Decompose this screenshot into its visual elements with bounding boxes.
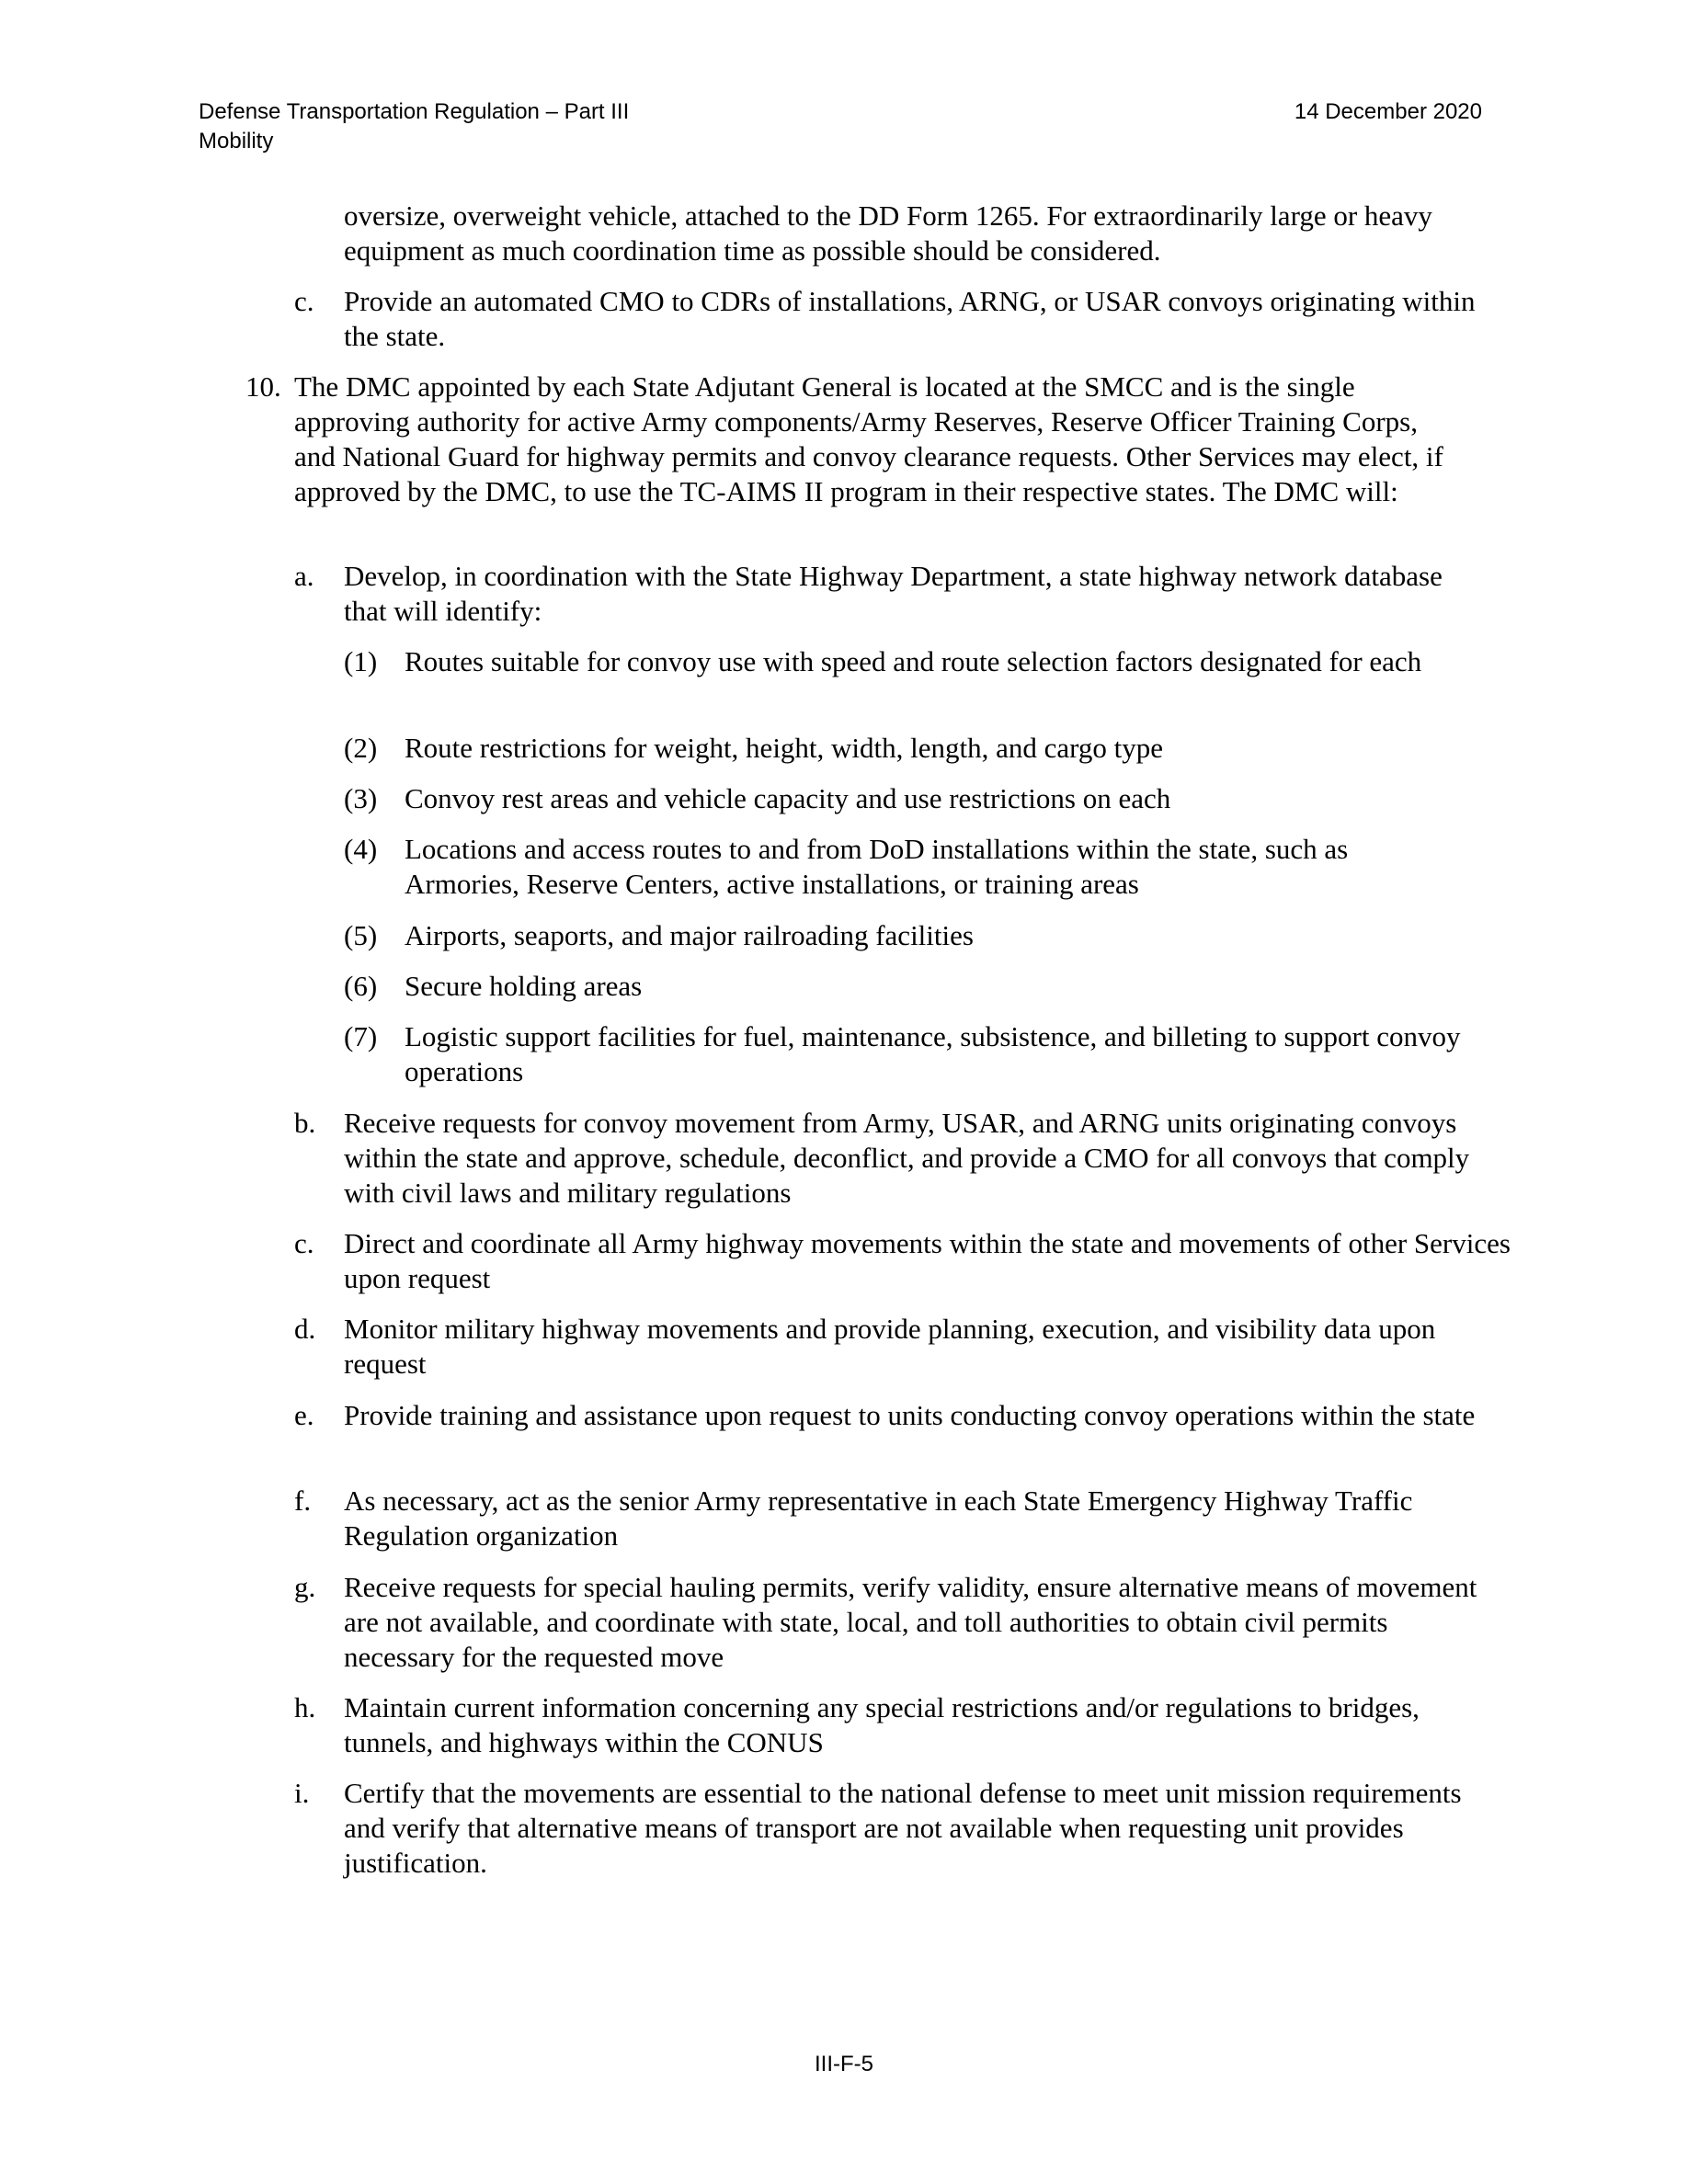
list-item-text: Receive requests for convoy movement from Army, USAR, and ARNG units originating convoys within the state and approve, schedule, deconflict, and provide a CMO for all convoys that comply with civil laws and military regulations (344, 1107, 1470, 1209)
list-item-marker: (5) (344, 919, 378, 951)
list-item-text: Provide training and assistance upon request to units conducting convoy operations within the state (344, 1399, 1476, 1431)
list-item-marker: d. (294, 1313, 316, 1345)
list-item-text: Receive requests for special hauling permits, verify validity, ensure alternative means of movement are not available, and coordinate with state, local, and toll authorities to obtain civil permits necessary for the requested move (344, 1571, 1477, 1673)
list-item-marker: (7) (344, 1020, 378, 1052)
list-item-marker: c. (294, 285, 314, 317)
list-item-marker: i. (294, 1777, 310, 1809)
list-item-text: Maintain current information concerning any special restrictions and/or regulations to bridges, tunnels, and highways within the CONUS (344, 1691, 1420, 1758)
list-item-marker: e. (294, 1399, 314, 1431)
list-item-marker: 10. (245, 370, 281, 403)
page-header-title (199, 97, 629, 156)
list-item-marker: b. (294, 1107, 316, 1139)
list-item-text: As necessary, act as the senior Army representative in each State Emergency Highway Traffic Regulation organization (344, 1484, 1413, 1552)
list-item-text: Monitor military highway movements and provide planning, execution, and visibility data upon request (344, 1313, 1436, 1380)
list-item-marker: g. (294, 1571, 316, 1603)
list-item-text: Certify that the movements are essential to the national defense to meet unit mission requirements and verify that alternative means of transport are not available when requesting unit provides justification. (344, 1777, 1462, 1879)
list-item-text: Provide an automated CMO to CDRs of installations, ARNG, or USAR convoys originating within the state. (344, 285, 1476, 352)
list-item-marker: f. (294, 1484, 312, 1517)
list-item-marker: (6) (344, 970, 378, 1002)
list-item-marker: h. (294, 1691, 316, 1723)
list-item-text: Logistic support facilities for fuel, maintenance, subsistence, and billeting to support convoy operations (405, 1020, 1461, 1087)
list-item-text: Locations and access routes to and from DoD installations within the state, such as Armories, Reserve Centers, active installations, or training areas (405, 833, 1349, 900)
list-item-marker: (1) (344, 645, 378, 677)
list-item-marker: (2) (344, 732, 378, 764)
list-item-marker: (4) (344, 833, 378, 865)
page-header-date: 14 December 2020 (1294, 99, 1482, 124)
list-item-text: Routes suitable for convoy use with speed and route selection factors designated for each (405, 645, 1422, 677)
header-title-line1: Defense Transportation Regulation – Part III (199, 99, 630, 124)
continuation-paragraph: oversize, overweight vehicle, attached to the DD Form 1265. For extraordinarily large or heavy equipment as much coordination time as possible should be considered. (344, 199, 1432, 267)
list-item-text: Secure holding areas (405, 970, 643, 1002)
list-item-text: Route restrictions for weight, height, width, length, and cargo type (405, 732, 1164, 764)
header-title-line2: Mobility (199, 129, 274, 154)
list-item-text: Airports, seaports, and major railroading facilities (405, 919, 974, 951)
page-number: III-F-5 (815, 2052, 873, 2076)
list-item-marker: c. (294, 1227, 314, 1259)
list-item-marker: (3) (344, 782, 378, 814)
list-item-marker: a. (294, 560, 314, 592)
list-item-text: Direct and coordinate all Army highway movements within the state and movements of other Services upon request (344, 1227, 1511, 1294)
list-item-text: Convoy rest areas and vehicle capacity and use restrictions on each (405, 782, 1171, 814)
list-item-text: Develop, in coordination with the State Highway Department, a state highway network database that will identify: (344, 560, 1443, 627)
list-item-text: The DMC appointed by each State Adjutant General is located at the SMCC and is the single approving authority for active Army components/Army Reserves, Reserve Officer Training Corps, and National Guard for highway permits and convoy clearance requests. Other Services may elect, if approved by the DMC, to use the TC-AIMS II program in their respective states. The DMC will: (294, 370, 1443, 507)
